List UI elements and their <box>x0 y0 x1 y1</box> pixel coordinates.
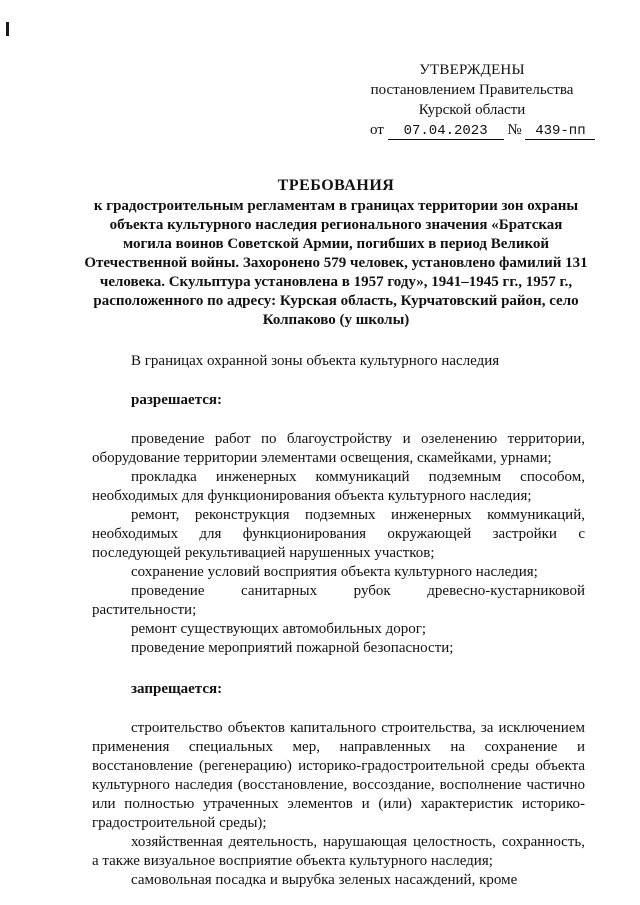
date-prefix: от <box>370 122 384 138</box>
document-title-block <box>84 176 588 330</box>
approved-by-line-2: Курской области <box>418 102 526 118</box>
allowed-item: ремонт существующих автомобильных дорог; <box>131 621 427 637</box>
section-intro: В границах охранной зоны объекта культурного наследия <box>131 353 500 369</box>
document-subtitle: к градостроительным регламентам в границах территории зон охраны объекта культурного наследия регионального значения «Братская могила воинов Советской Армии, погибших в период Великой Отечественной войны. Захоронено 579 человек, установлено фамилий 131 человека. Скульптура установлена в 1957 году», 1941–1945 гг., 1957 г., расположенного по адресу: Курская область, Курчатовский район, село Колпаково (у школы) <box>84 198 588 328</box>
allowed-item: проведение санитарных рубок древесно-кустарниковой растительности; <box>92 583 585 618</box>
allowed-item: ремонт, реконструкция подземных инженерных коммуникаций, необходимых для функционирования окружающей застройки с последующей рекультивацией нарушенных участков; <box>92 507 585 561</box>
forbidden-item: хозяйственная деятельность, нарушающая целостность, сохранность, а также визуальное восприятие объекта культурного наследия; <box>92 834 585 869</box>
number-prefix: № <box>507 122 522 138</box>
document-body <box>92 352 585 890</box>
forbidden-item: самовольная посадка и вырубка зеленых насаждений, кроме <box>131 872 518 888</box>
allowed-item: прокладка инженерных коммуникаций подземным способом, необходимых для функционирования объекта культурного наследия; <box>92 469 585 504</box>
allowed-item: проведение работ по благоустройству и озеленению территории, оборудование территории элементами освещения, скамейками, урнами; <box>92 431 585 466</box>
forbidden-item: строительство объектов капитального строительства, за исключением применения специальных мер, направленных на сохранение и восстановление (регенерацию) историко-градостроительной среды объекта культурного наследия (восстановление, воссоздание, восполнение частично или полностью утраченных элементов и (или) характеристик историко-градостроительной среды); <box>92 720 585 831</box>
allowed-item: проведение мероприятий пожарной безопасности; <box>131 640 454 656</box>
approval-stamp-block <box>352 60 592 140</box>
allowed-item: сохранение условий восприятия объекта культурного наследия; <box>131 564 538 580</box>
approval-date-number-line <box>352 120 592 140</box>
approved-by-line-1: постановлением Правительства <box>370 82 574 98</box>
approved-title: УТВЕРЖДЕНЫ <box>419 62 525 78</box>
approval-date: 07.04.2023 <box>388 123 504 140</box>
approval-number: 439-пп <box>525 123 595 140</box>
scan-edge-mark <box>6 22 9 36</box>
allowed-heading: разрешается: <box>131 392 223 408</box>
forbidden-heading: запрещается: <box>131 681 223 697</box>
document-title: ТРЕБОВАНИЯ <box>277 177 395 194</box>
